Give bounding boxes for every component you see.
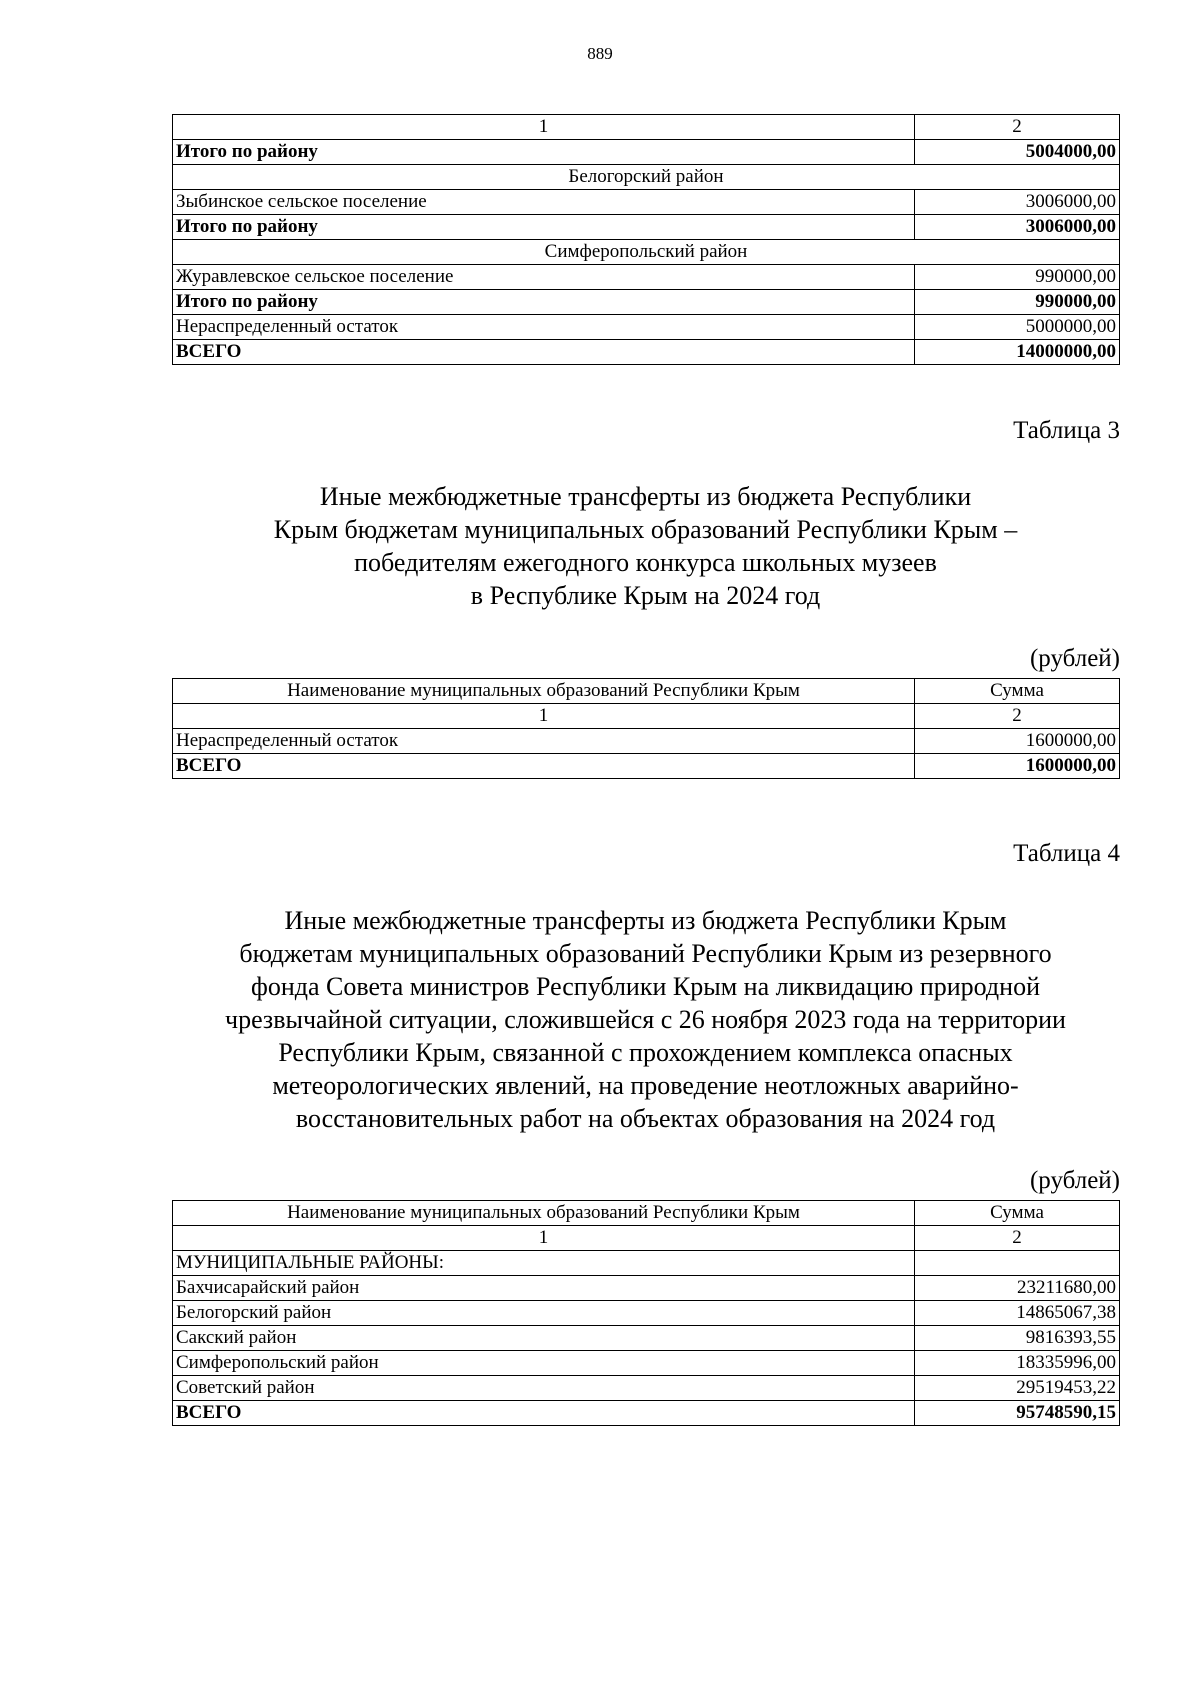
header-name: Наименование муниципальных образований Республики Крым: [173, 679, 915, 704]
total-row: [173, 1401, 1120, 1426]
table-row: [173, 1301, 1120, 1326]
row-value: 3006000,00: [915, 190, 1120, 215]
row-value: 29519453,22: [915, 1376, 1120, 1401]
table-row: [173, 265, 1120, 290]
table-row: [173, 1326, 1120, 1351]
empty-cell: [915, 1251, 1120, 1276]
row-value: 14865067,38: [915, 1301, 1120, 1326]
table-row: [173, 315, 1120, 340]
total-row: [173, 340, 1120, 365]
table-3-heading: [172, 480, 1119, 612]
heading-line: Иные межбюджетные трансферты из бюджета Республики Крым: [284, 906, 1007, 935]
table-3-label: Таблица 3: [1013, 417, 1120, 444]
column-number: 2: [915, 115, 1120, 140]
header-row: [173, 1201, 1120, 1226]
table-4-label: Таблица 4: [1013, 840, 1120, 867]
heading-line: бюджетам муниципальных образований Республики Крым из резервного: [239, 939, 1052, 968]
subtotal-row: [173, 290, 1120, 315]
table-row: [173, 1276, 1120, 1301]
column-number-row: [173, 704, 1120, 729]
header-sum: Сумма: [915, 1201, 1120, 1226]
district-header-row: [173, 240, 1120, 265]
row-value: 18335996,00: [915, 1351, 1120, 1376]
row-value: 990000,00: [915, 290, 1120, 315]
row-value: 9816393,55: [915, 1326, 1120, 1351]
table-row: [173, 190, 1120, 215]
row-value: 14000000,00: [915, 340, 1120, 365]
row-value: 95748590,15: [915, 1401, 1120, 1426]
table-row: [173, 1376, 1120, 1401]
row-value: 5000000,00: [915, 315, 1120, 340]
district-name: Симферопольский район: [173, 240, 1120, 265]
total-row: [173, 754, 1120, 779]
row-name: Симферопольский район: [173, 1351, 915, 1376]
row-name: Зыбинское сельское поселение: [173, 190, 915, 215]
heading-line: метеорологических явлений, на проведение неотложных аварийно-: [272, 1071, 1019, 1100]
row-name: Журавлевское сельское поселение: [173, 265, 915, 290]
row-value: 5004000,00: [915, 140, 1120, 165]
heading-line: чрезвычайной ситуации, сложившейся с 26 ноября 2023 года на территории: [225, 1005, 1066, 1034]
heading-line: в Республике Крым на 2024 год: [470, 581, 821, 610]
subtotal-row: [173, 140, 1120, 165]
row-name: Нераспределенный остаток: [173, 315, 915, 340]
column-number: 1: [173, 704, 915, 729]
column-number: 1: [173, 1226, 915, 1251]
header-row: [173, 679, 1120, 704]
heading-line: фонда Совета министров Республики Крым на ликвидацию природной: [251, 972, 1040, 1001]
table-4-units: (рублей): [1029, 1167, 1120, 1194]
row-value: 23211680,00: [915, 1276, 1120, 1301]
table-3: [172, 678, 1120, 779]
row-name: Белогорский район: [173, 1301, 915, 1326]
subtotal-row: [173, 215, 1120, 240]
row-name: Итого по району: [173, 290, 915, 315]
header-sum: Сумма: [915, 679, 1120, 704]
heading-line: победителям ежегодного конкурса школьных музеев: [354, 548, 937, 577]
row-name: Итого по району: [173, 215, 915, 240]
heading-line: восстановительных работ на объектах образования на 2024 год: [295, 1104, 996, 1133]
heading-line: Крым бюджетам муниципальных образований Республики Крым –: [273, 515, 1018, 544]
section-name: МУНИЦИПАЛЬНЫЕ РАЙОНЫ:: [173, 1251, 915, 1276]
heading-line: Республики Крым, связанной с прохождением комплекса опасных: [278, 1038, 1013, 1067]
row-name: Сакский район: [173, 1326, 915, 1351]
row-value: 1600000,00: [915, 754, 1120, 779]
district-header-row: [173, 165, 1120, 190]
section-row: [173, 1251, 1120, 1276]
row-name: Советский район: [173, 1376, 915, 1401]
table-2-continued: [172, 114, 1120, 365]
row-value: 3006000,00: [915, 215, 1120, 240]
table-3-units: (рублей): [1029, 645, 1120, 672]
heading-line: Иные межбюджетные трансферты из бюджета Республики: [319, 482, 972, 511]
table-row: [173, 1351, 1120, 1376]
column-number: 2: [915, 704, 1120, 729]
page-number: 889: [587, 44, 613, 63]
row-name: ВСЕГО: [173, 754, 915, 779]
row-name: ВСЕГО: [173, 340, 915, 365]
column-number: 1: [173, 115, 915, 140]
district-name: Белогорский район: [173, 165, 1120, 190]
column-number: 2: [915, 1226, 1120, 1251]
header-name: Наименование муниципальных образований Республики Крым: [173, 1201, 915, 1226]
table-row: [173, 729, 1120, 754]
table-4: [172, 1200, 1120, 1426]
column-number-row: [173, 115, 1120, 140]
table-4-heading: [172, 904, 1119, 1135]
row-name: Итого по району: [173, 140, 915, 165]
row-value: 990000,00: [915, 265, 1120, 290]
row-name: ВСЕГО: [173, 1401, 915, 1426]
row-name: Бахчисарайский район: [173, 1276, 915, 1301]
row-value: 1600000,00: [915, 729, 1120, 754]
row-name: Нераспределенный остаток: [173, 729, 915, 754]
column-number-row: [173, 1226, 1120, 1251]
